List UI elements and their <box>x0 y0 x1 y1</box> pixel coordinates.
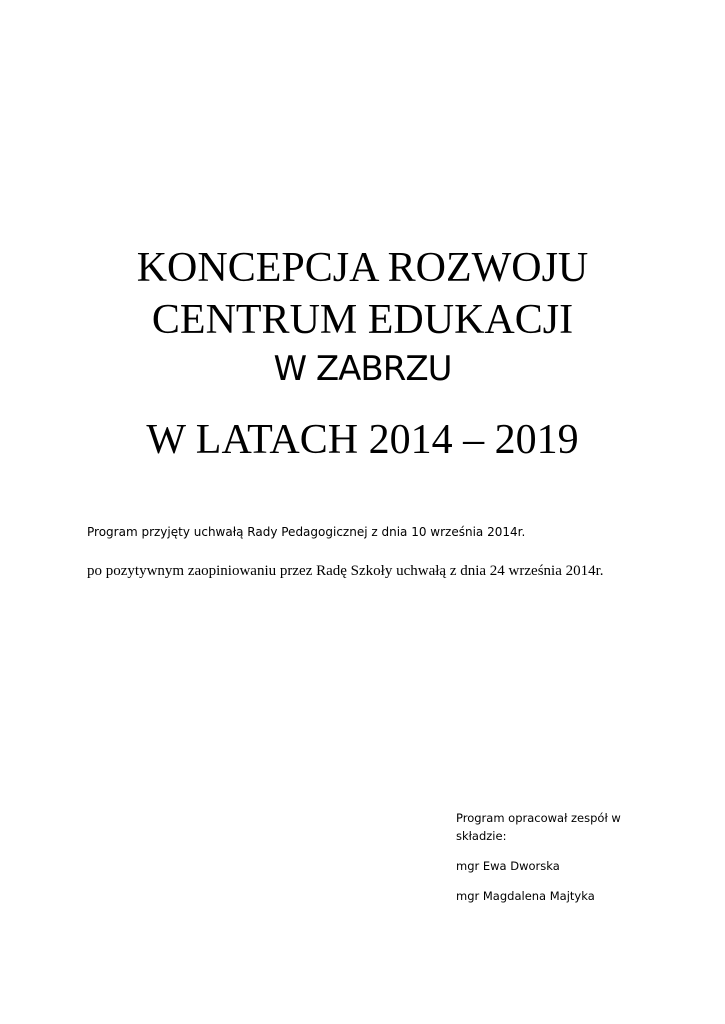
author-name: mgr Ewa Dworska <box>456 859 560 873</box>
title-line-3: W ZABRZU <box>273 349 452 389</box>
title-line-2: CENTRUM EDUKACJI <box>151 297 574 343</box>
author-name: mgr Magdalena Majtyka <box>456 889 595 903</box>
title-line-1: KONCEPCJA ROZWOJU <box>136 245 589 291</box>
title-line-4: W LATACH 2014 – 2019 <box>146 417 579 463</box>
authors-intro: Program opracował zespół w składzie: <box>456 811 621 843</box>
authors-block <box>456 809 631 917</box>
adoption-note: Program przyjęty uchwałą Rady Pedagogicznej z dnia 10 września 2014r. <box>87 525 526 539</box>
approval-note: po pozytywnym zaopiniowaniu przez Radę Szkoły uchwałą z dnia 24 września 2014r. <box>87 563 604 579</box>
